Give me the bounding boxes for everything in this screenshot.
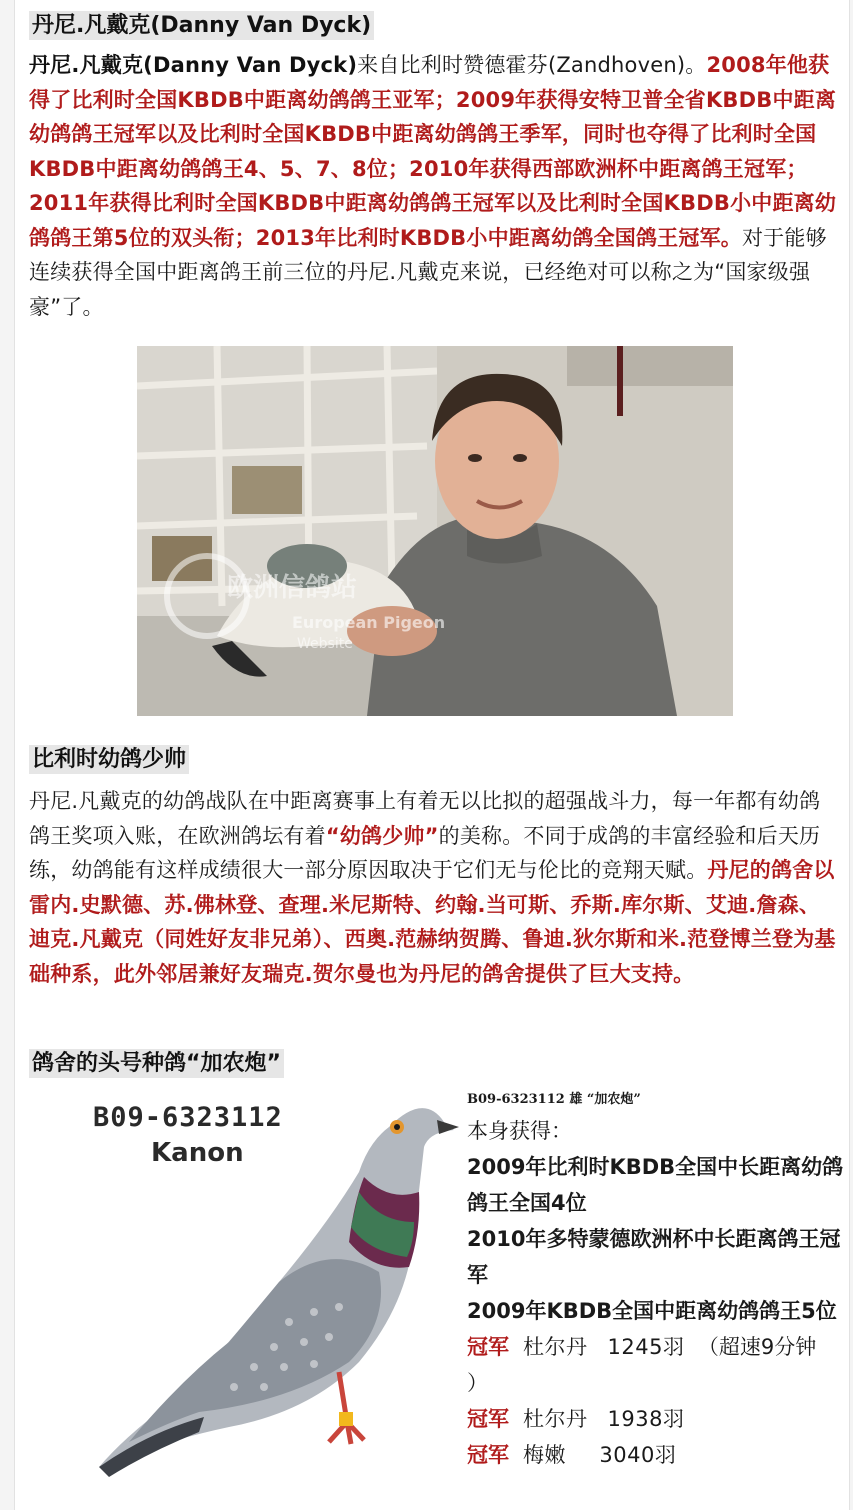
pigeon-card — [29, 1082, 459, 1502]
watermark-en1: European Pigeon — [292, 613, 446, 632]
intro-text: 来自比利时赞德霍芬(Zandhoven)。 — [357, 53, 707, 77]
achievement-item: 2009年比利时KBDB全国中长距离幼鸽鸽王全国4位 — [467, 1155, 844, 1215]
result-place: 梅嫩 — [523, 1443, 566, 1467]
result-count: 3040羽 — [599, 1443, 677, 1467]
result-place: 杜尔丹 — [523, 1335, 588, 1359]
young-bird-text-b: 的美称。不同于成鸽的丰富经验和后天历练，幼鸽能有这样成绩很大一部分原因取决于它们无与伦比的竞翔天赋。 — [29, 823, 821, 882]
watermark-cn: 欧洲信鸽站 — [227, 573, 358, 603]
result-row — [467, 1437, 847, 1473]
intro-paragraph — [29, 48, 841, 324]
article-page — [14, 0, 850, 1510]
section-title-danny — [29, 8, 374, 39]
watermark-en2: Website — [297, 636, 353, 652]
honors-text: 2008年他获得了比利时全国KBDB中距离幼鸽鸽王亚军；2009年获得安特卫普全省KBDB中距离幼鸽鸽王冠军以及比利时全国KBDB中距离幼鸽鸽王季军，同时也夺得了比利时全国KBDB中距离幼鸽鸽王4、5、7、8位；2010年获得西部欧洲杯中距离鸽王冠军；2011年获得比利时全国KBDB中距离幼鸽鸽王冠军以及比利时全国KBDB小中距离幼鸽鸽王第5位的双头衔；2013年比利时KBDB小中距离幼鸽全国鸽王冠军。 — [29, 53, 837, 250]
result-tag: 冠军 — [467, 1443, 509, 1467]
section-title-young-bird — [29, 742, 189, 773]
pigeon-info — [467, 1082, 847, 1473]
card-pigeon-name: Kanon — [151, 1138, 244, 1168]
fancier-name: 丹尼.凡戴克(Danny Van Dyck) — [29, 53, 358, 77]
achieved-label: 本身获得： — [467, 1119, 572, 1143]
result-row — [467, 1329, 847, 1365]
closing-text: 对于能够连续获得全国中距离鸽王前三位的丹尼.凡戴克来说，已经绝对可以称之为“国家级强豪”了。 — [29, 225, 827, 319]
young-bird-paragraph — [29, 784, 841, 991]
result-count: 1938羽 — [607, 1407, 685, 1431]
result-overflow: ） — [467, 1371, 488, 1395]
bloodline-text: 丹尼的鸽舍以雷内.史默德、苏.佛林登、查理.米尼斯特、约翰.当可斯、乔斯.库尔斯、艾迪.詹森、迪克.凡戴克（同姓好友非兄弟）、西奥.范赫纳贺腾、鲁迪.狄尔斯和米.范登博兰登为基础种系，此外邻居兼好友瑞克.贺尔曼也为丹尼的鸽舍提供了巨大支持。 — [29, 858, 836, 986]
result-note: （超速9分钟 — [697, 1335, 817, 1359]
result-tag: 冠军 — [467, 1335, 509, 1359]
section-title-text: 鸽舍的头号种鸽“加农炮” — [29, 1049, 284, 1078]
result-tag: 冠军 — [467, 1407, 509, 1431]
section-title-text: 丹尼.凡戴克(Danny Van Dyck) — [29, 11, 374, 40]
result-row — [467, 1401, 847, 1437]
result-place: 杜尔丹 — [523, 1407, 588, 1431]
achievement-item: 2010年多特蒙德欧洲杯中长距离鸽王冠军 — [467, 1227, 841, 1287]
young-bird-text-a: 丹尼.凡戴克的幼鸽战队在中距离赛事上有着无以比拟的超强战斗力，每一年都有幼鸽鸽王奖项入账，在欧洲鸽坛有着 — [29, 789, 821, 848]
pigeon-illustration — [29, 1082, 459, 1502]
nickname-quote: “幼鸽少帅” — [325, 823, 439, 848]
section-title-text: 比利时幼鸽少帅 — [29, 745, 189, 774]
card-ring-number: B09-6323112 — [93, 1102, 283, 1133]
fancier-photo — [137, 346, 733, 716]
fancier-photo-art — [137, 346, 733, 716]
section-title-kanon — [29, 1046, 284, 1077]
result-count: 1245羽 — [607, 1335, 685, 1359]
achievement-item: 2009年KBDB全国中距离幼鸽鸽王5位 — [467, 1299, 837, 1323]
pigeon-caption: B09-6323112 雄 “加农炮” — [467, 1092, 641, 1107]
